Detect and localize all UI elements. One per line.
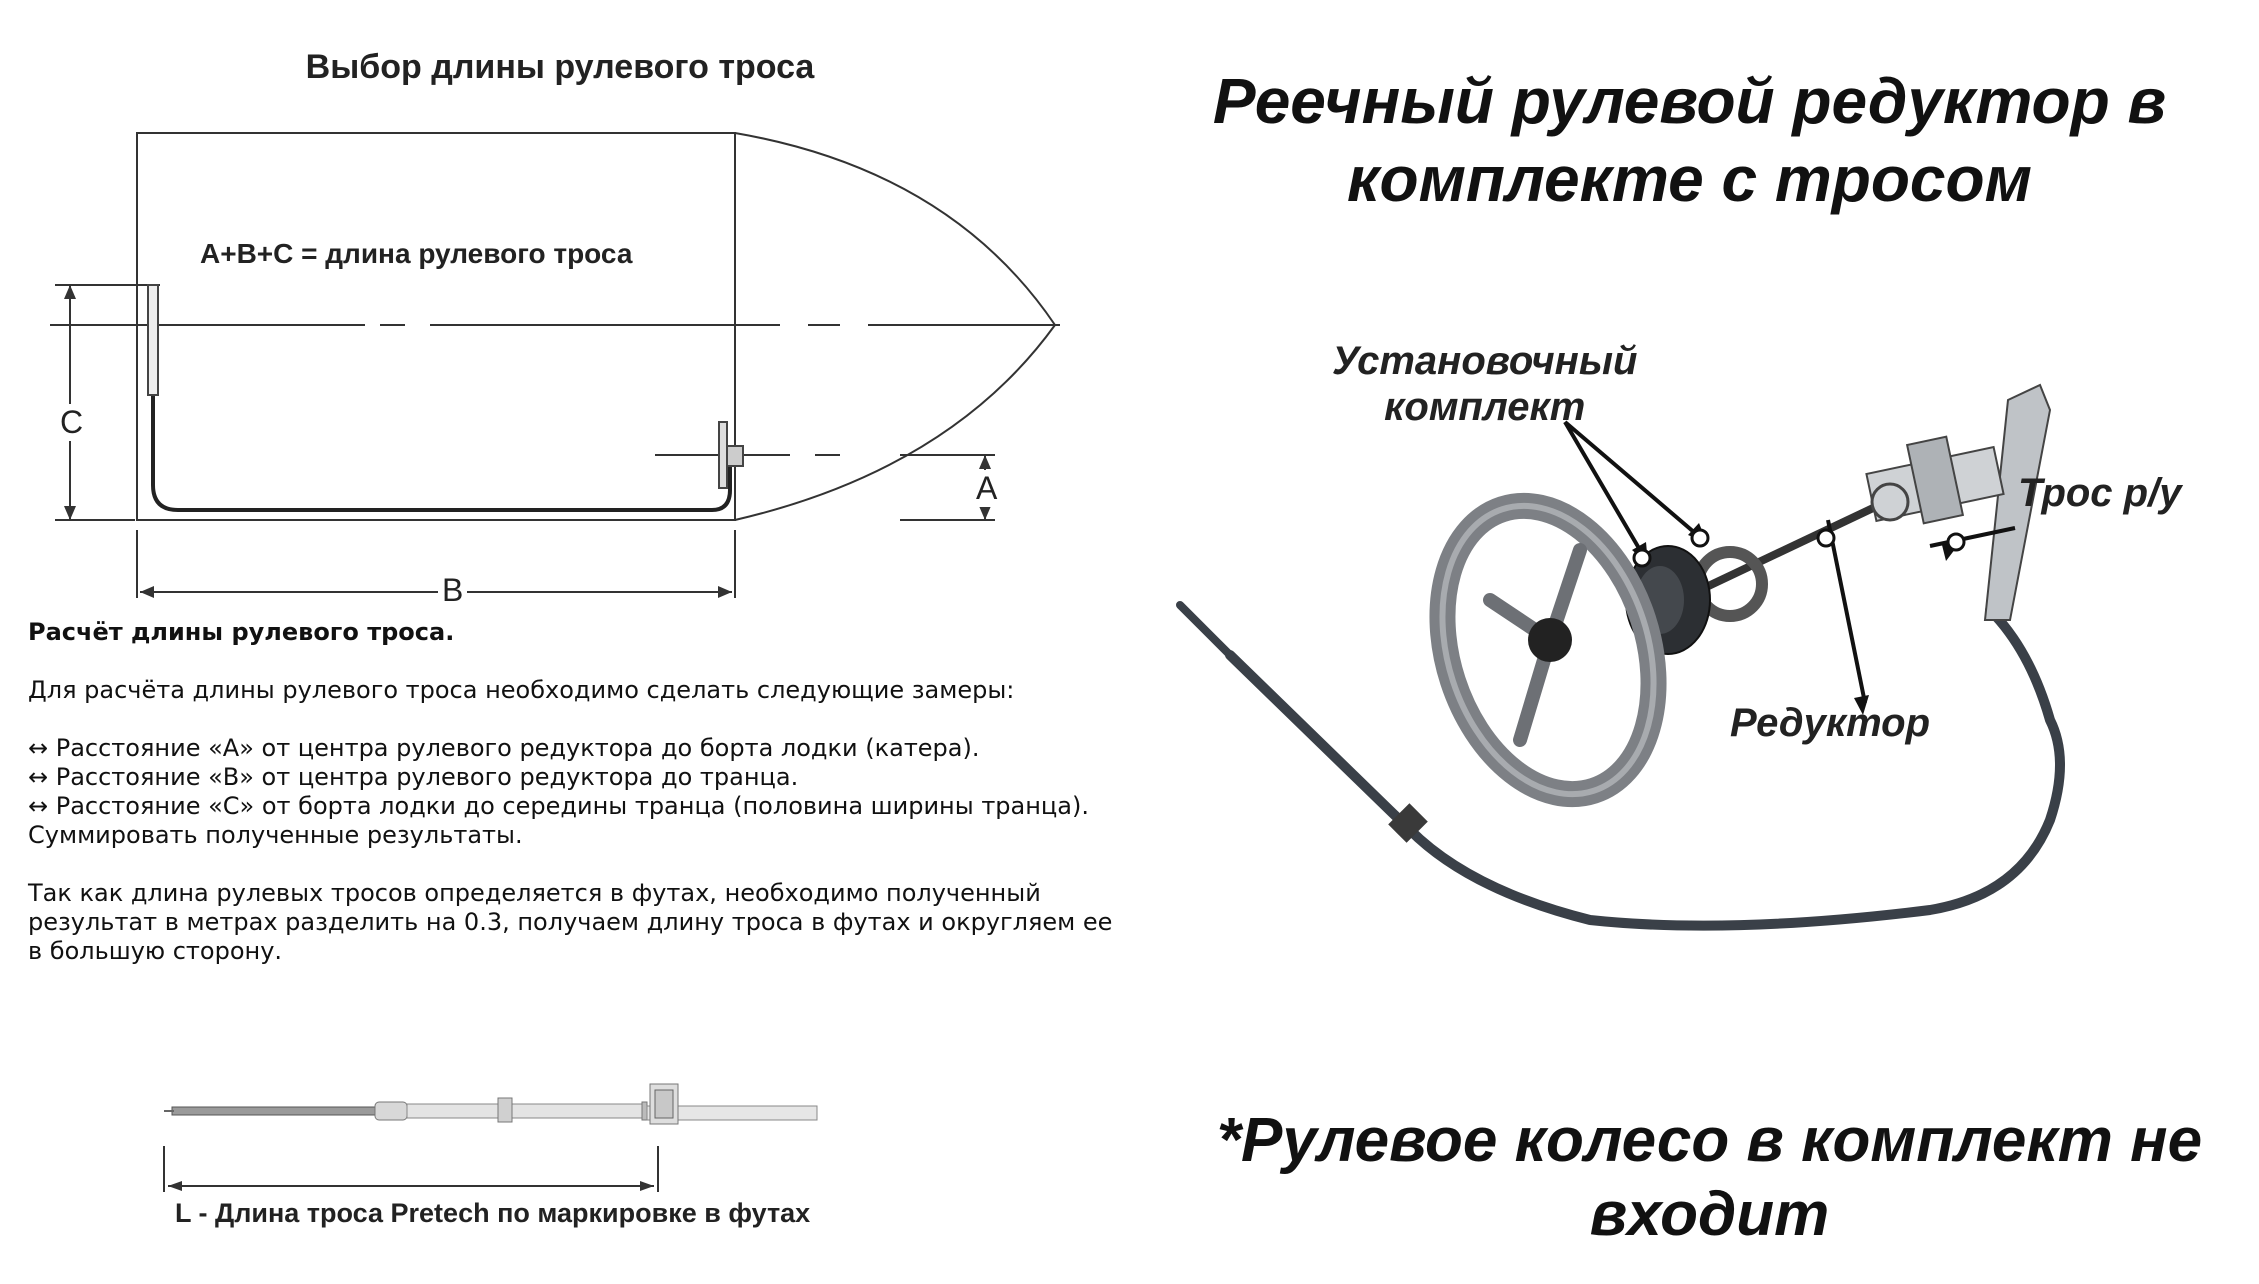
hull-outline [137, 133, 735, 520]
length-formula: A+B+C = длина рулевого троса [200, 238, 633, 269]
kit-heading [1120, 62, 2259, 218]
wheel-not-included-note [1160, 1104, 2259, 1252]
footnote-line1: *Рулевое колесо в комплект не [1216, 1106, 2203, 1175]
measurement-item-a: ↔ Расстояние «А» от центра рулевого редуктора до борта лодки (катера). [28, 734, 980, 762]
dimension-label-a: A [972, 470, 1001, 507]
callout-cable: Трос р/у [2018, 471, 2182, 515]
callout-install-kit-line1: Установочный [1332, 339, 1638, 383]
kit-heading-line2: комплекте с тросом [1347, 143, 2032, 215]
measurement-item-c: ↔ Расстояние «С» от борта лодки до середины транца (половина ширины транца). [28, 792, 1089, 820]
dimension-label-c: C [56, 404, 87, 441]
kit-heading-line1: Реечный рулевой редуктор в [1212, 65, 2167, 137]
product-illustration [1170, 320, 2230, 1100]
diagram-title: Выбор длины рулевого троса [305, 48, 815, 86]
cable-caption: L - Длина троса Pretech по маркировке в футах [175, 1198, 811, 1228]
bow-outline [735, 133, 1055, 520]
callout-reducer: Редуктор [1730, 701, 1931, 745]
boat-outline-drawing [0, 0, 1120, 620]
footnote-line2: входит [1589, 1180, 1830, 1249]
calculation-heading: Расчёт длины рулевого троса. [28, 618, 455, 646]
callout-install-kit-line2: комплект [1384, 385, 1586, 429]
steering-cable-path [148, 285, 743, 510]
boat-diagram [0, 0, 1120, 620]
dimension-label-b: B [438, 572, 467, 609]
feet-conversion-note: Так как длина рулевых тросов определяется в футах, необходимо полученный результат в метрах разделить на 0.3, получаем длину троса в футах и округляем ее в большую сторону. [28, 879, 1113, 965]
cable-drawing [150, 1060, 850, 1200]
callout-install-kit [1332, 338, 1637, 430]
measurement-item-b: ↔ Расстояние «В» от центра рулевого редуктора до транца. [28, 763, 799, 791]
cable-length-illustration [150, 1060, 850, 1240]
calculation-text [28, 618, 1118, 966]
sum-instruction: Суммировать полученные результаты. [28, 821, 523, 849]
steering-kit-drawing [1170, 320, 2230, 1100]
calculation-intro: Для расчёта длины рулевого троса необходимо сделать следующие замеры: [28, 676, 1015, 704]
